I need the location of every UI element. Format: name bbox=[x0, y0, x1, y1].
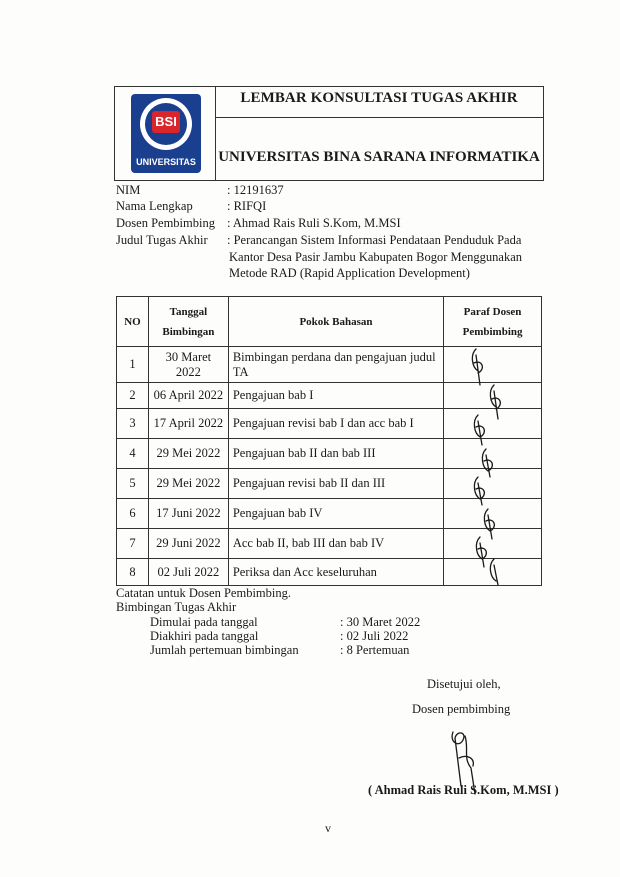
row-no: 2 bbox=[117, 383, 149, 409]
nama-label: Nama Lengkap bbox=[116, 199, 193, 213]
paraf-signature-icon bbox=[482, 449, 492, 477]
logo-cell bbox=[115, 87, 216, 180]
header-tanggal bbox=[148, 297, 228, 347]
row-pokok: Pengajuan bab I bbox=[228, 383, 443, 409]
jumlah-label: Jumlah pertemuan bimbingan bbox=[150, 643, 299, 657]
paraf-signature-icon bbox=[472, 349, 482, 385]
catatan-line-1: Catatan untuk Dosen Pembimbing. bbox=[116, 586, 291, 600]
row-tanggal: 30 Maret 2022 bbox=[148, 347, 228, 383]
row-pokok: Pengajuan revisi bab I dan acc bab I bbox=[228, 409, 443, 439]
nama-value: : RIFQI bbox=[227, 199, 267, 213]
paraf-signature-icon bbox=[490, 559, 498, 585]
paraf-signature-icon bbox=[474, 415, 484, 445]
header-tanggal-line2: Bimbingan bbox=[162, 325, 215, 338]
header-paraf-line1: Paraf Dosen bbox=[463, 305, 522, 318]
akhir-label: Diakhiri pada tanggal bbox=[150, 629, 259, 643]
logo-text: UNIVERSITAS bbox=[136, 157, 196, 167]
row-no: 3 bbox=[117, 409, 149, 439]
row-no: 8 bbox=[117, 559, 149, 586]
row-pokok: Acc bab II, bab III dan bab IV bbox=[228, 529, 443, 559]
judul-line-2: Kantor Desa Pasir Jambu Kabupaten Bogor Menggunakan bbox=[229, 250, 522, 264]
dosen-value: : Ahmad Rais Ruli S.Kom, M.MSI bbox=[227, 216, 401, 230]
row-tanggal: 02 Juli 2022 bbox=[148, 559, 228, 586]
row-no: 4 bbox=[117, 439, 149, 469]
judul-line-3: Metode RAD (Rapid Application Development) bbox=[229, 266, 470, 280]
row-pokok: Pengajuan bab II dan bab III bbox=[228, 439, 443, 469]
university-name: UNIVERSITAS BINA SARANA INFORMATIKA bbox=[218, 149, 540, 165]
row-pokok-line1: Bimbingan perdana dan pengajuan judul bbox=[232, 349, 436, 364]
mulai-value: : 30 Maret 2022 bbox=[340, 615, 421, 629]
jumlah-value: : 8 Pertemuan bbox=[340, 643, 410, 657]
table-header-row bbox=[117, 297, 542, 347]
paraf-signature-icon bbox=[490, 385, 500, 419]
paraf-signature-icon bbox=[476, 537, 486, 567]
university-logo bbox=[131, 94, 201, 173]
header-paraf-line2: Pembimbing bbox=[462, 325, 523, 338]
page-number: v bbox=[325, 821, 331, 835]
nim-label: NIM bbox=[116, 183, 141, 197]
paraf-signature-icon bbox=[484, 509, 494, 539]
row-pokok: Periksa dan Acc keseluruhan bbox=[228, 559, 443, 586]
catatan-line-2: Bimbingan Tugas Akhir bbox=[116, 600, 237, 614]
row-no: 7 bbox=[117, 529, 149, 559]
row-tanggal: 06 April 2022 bbox=[148, 383, 228, 409]
row-tanggal: 29 Mei 2022 bbox=[148, 469, 228, 499]
row-pokok: Pengajuan revisi bab II dan III bbox=[228, 469, 443, 499]
paraf-signature-icon bbox=[474, 477, 484, 505]
mulai-label: Dimulai pada tanggal bbox=[150, 615, 258, 629]
paraf-signatures bbox=[462, 345, 522, 585]
document-title: LEMBAR KONSULTASI TUGAS AKHIR bbox=[240, 90, 518, 106]
disetujui-text: Disetujui oleh, bbox=[427, 677, 501, 691]
header-paraf bbox=[444, 297, 542, 347]
dosen-name: ( Ahmad Rais Ruli S.Kom, M.MSI ) bbox=[368, 783, 559, 797]
row-no: 1 bbox=[117, 347, 149, 383]
row-tanggal: 29 Mei 2022 bbox=[148, 439, 228, 469]
row-tanggal: 17 Juni 2022 bbox=[148, 499, 228, 529]
header-box bbox=[114, 86, 544, 181]
nim-value: : 12191637 bbox=[227, 183, 284, 197]
dosen-role: Dosen pembimbing bbox=[412, 702, 511, 716]
dosen-label: Dosen Pembimbing bbox=[116, 216, 215, 230]
row-pokok-line2: TA bbox=[232, 364, 249, 379]
row-no: 6 bbox=[117, 499, 149, 529]
header-tanggal-line1: Tanggal bbox=[169, 305, 208, 318]
row-pokok: Pengajuan bab IV bbox=[228, 499, 443, 529]
row-tanggal: 29 Juni 2022 bbox=[148, 529, 228, 559]
row-pokok bbox=[228, 347, 443, 383]
row-no: 5 bbox=[117, 469, 149, 499]
judul-line-1: : Perancangan Sistem Informasi Pendataan Penduduk Pada bbox=[227, 233, 522, 247]
header-no: NO bbox=[117, 297, 149, 347]
row-tanggal: 17 April 2022 bbox=[148, 409, 228, 439]
akhir-value: : 02 Juli 2022 bbox=[340, 629, 409, 643]
header-pokok: Pokok Bahasan bbox=[228, 297, 443, 347]
judul-label: Judul Tugas Akhir bbox=[116, 233, 208, 247]
logo-mark: BSI bbox=[152, 111, 180, 133]
header-divider bbox=[215, 117, 543, 118]
